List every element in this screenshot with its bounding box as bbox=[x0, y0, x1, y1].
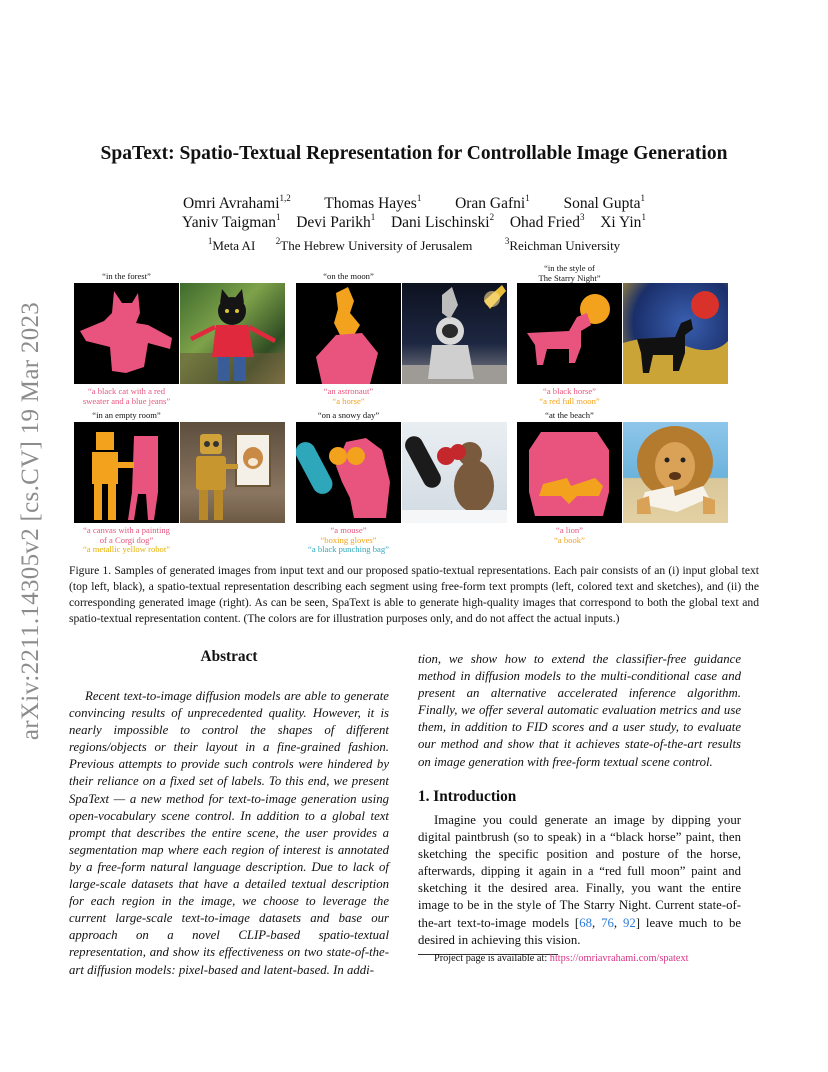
sketch-mouse bbox=[296, 422, 401, 523]
generated-astronaut bbox=[402, 283, 507, 384]
citation-link[interactable]: 92 bbox=[622, 915, 636, 930]
affiliations bbox=[0, 238, 828, 254]
local-prompt-robot: “a canvas with a painting of a Corgi dog” “a metallic yellow robot” bbox=[82, 525, 171, 555]
citation-link[interactable]: 76 bbox=[601, 915, 614, 930]
paper-title: SpaText: Spatio-Textual Representation for Controllable Image Generation bbox=[100, 143, 728, 164]
figure-caption: Figure 1. Samples of generated images from input text and our proposed spatio-textual representations. Each pair consists of an (i) input global text (top left, black), a spatio-textual representation describing each segment using free-form text prompts (left, colored text and sketches), and (ii) the corresponding generated image (right). As can be seen, SpaText is able to generate high-quality images that correspond to both the global text and spatio-textual representation content. (The colors are for illustration purposes only, and do not affect the actual inputs.) bbox=[69, 564, 759, 625]
global-prompt: “in the forest” bbox=[102, 271, 151, 281]
generated-mouse bbox=[402, 422, 507, 523]
author: Oran Gafni$^1$ bbox=[455, 193, 530, 212]
citation-link[interactable]: 68 bbox=[579, 915, 592, 930]
sketch-cat bbox=[74, 283, 179, 384]
generated-lion bbox=[623, 422, 728, 523]
local-prompt-horse: “a black horse” “a red full moon” bbox=[539, 386, 600, 406]
global-prompt: “on the moon” bbox=[323, 271, 374, 281]
global-prompt: “at the beach” bbox=[545, 410, 594, 420]
sketch-robot-canvas bbox=[74, 422, 179, 523]
author: Sonal Gupta$^1$ bbox=[563, 193, 646, 212]
affiliation: $^3$Reichman University bbox=[504, 236, 621, 253]
affiliation: $^1$Meta AI bbox=[207, 236, 256, 253]
author: Yaniv Taigman$^1$ bbox=[182, 212, 281, 231]
author: Devi Parikh$^1$ bbox=[296, 212, 376, 231]
abstract-col-1: Recent text-to-image diffusion models are able to generate convincing results of unprecedented quality. However, it is nearly impossible to control the shapes of different regions/objects or their layout in a fine-grained fashion. Previous attempts to provide such controls were hindered by their reliance on a fixed set of labels. To this end, we present SpaText — a new method for text-to-image generation using open-vocabulary scene control. In addition to a global text prompt that describes the entire scene, the user provides a segmentation map where each region of interest is annotated by a free-form natural language description. Due to lack of large-scale datasets that have a detailed textual description for each region in the image, we choose to leverage the current large-scale text-to-image datasets and base our approach on a novel CLIP-based spatio-textual representation, and show its effectiveness on two state-of-the-art diffusion models: pixel-based and latent-based. In addi- bbox=[69, 689, 389, 977]
generated-robot bbox=[180, 422, 285, 523]
author: Omri Avrahami$^{1,2}$ bbox=[182, 193, 291, 212]
generated-starry-horse bbox=[623, 283, 728, 384]
global-prompt: “in the style of The Starry Night” bbox=[538, 263, 601, 283]
introduction-paragraph: Imagine you could generate an image by dipping your digital paintbrush (so to speak) in a “black horse” paint, then sketching the specific position and posture of the horse, afterwards, dipping it again in a “red full moon” paint and sketching it the desired area. Finally, you want the entire image to be in the style of The Starry Night. Current state-of-the-art text-to-image models [68, 76, 92] leave much to be desired in achieving this vision. bbox=[418, 813, 742, 947]
authors-line-1 bbox=[0, 195, 828, 213]
abstract-heading: Abstract bbox=[200, 648, 258, 665]
authors-line-2 bbox=[0, 214, 828, 232]
author: Xi Yin$^1$ bbox=[600, 212, 646, 231]
generated-cat bbox=[180, 283, 285, 384]
global-prompt: “in an empty room” bbox=[92, 410, 161, 420]
sketch-astronaut bbox=[296, 283, 401, 384]
local-prompt-mouse: “a mouse” “boxing gloves” “a black punching bag” bbox=[308, 525, 389, 555]
local-prompt-lion: “a lion” “a book” bbox=[554, 525, 585, 545]
sketch-horse bbox=[517, 283, 622, 384]
section-heading-introduction: 1. Introduction bbox=[418, 788, 517, 805]
footnote: Project page is available at: https://omriavrahami.com/spatext bbox=[434, 953, 689, 964]
arxiv-side-banner bbox=[8, 282, 54, 760]
author: Ohad Fried$^3$ bbox=[509, 212, 585, 231]
author: Thomas Hayes$^1$ bbox=[324, 193, 422, 212]
project-page-link[interactable]: https://omriavrahami.com/spatext bbox=[549, 953, 689, 964]
local-prompt-cat: “a black cat with a red sweater and a blue jeans” bbox=[82, 386, 171, 406]
abstract-col-2: tion, we show how to extend the classifier-free guidance method in diffusion models to the multi-conditional case and present an alternative accelerated inference algorithm. Finally, we offer several automatic evaluation metrics and use them, in addition to FID scores and a user study, to evaluate our method and show that it achieves state-of-the-art results on image generation with free-form textual scene control. bbox=[418, 652, 741, 769]
local-prompt-astronaut: “an astronaut” “a horse” bbox=[323, 386, 374, 406]
author: Dani Lischinski$^2$ bbox=[390, 212, 495, 231]
arxiv-identifier: arXiv:2211.14305v2 [cs.CV] 19 Mar 2023 bbox=[17, 301, 44, 741]
sketch-lion bbox=[517, 422, 622, 523]
affiliation: $^2$The Hebrew University of Jerusalem bbox=[275, 236, 473, 253]
global-prompt: “on a snowy day” bbox=[317, 410, 380, 420]
